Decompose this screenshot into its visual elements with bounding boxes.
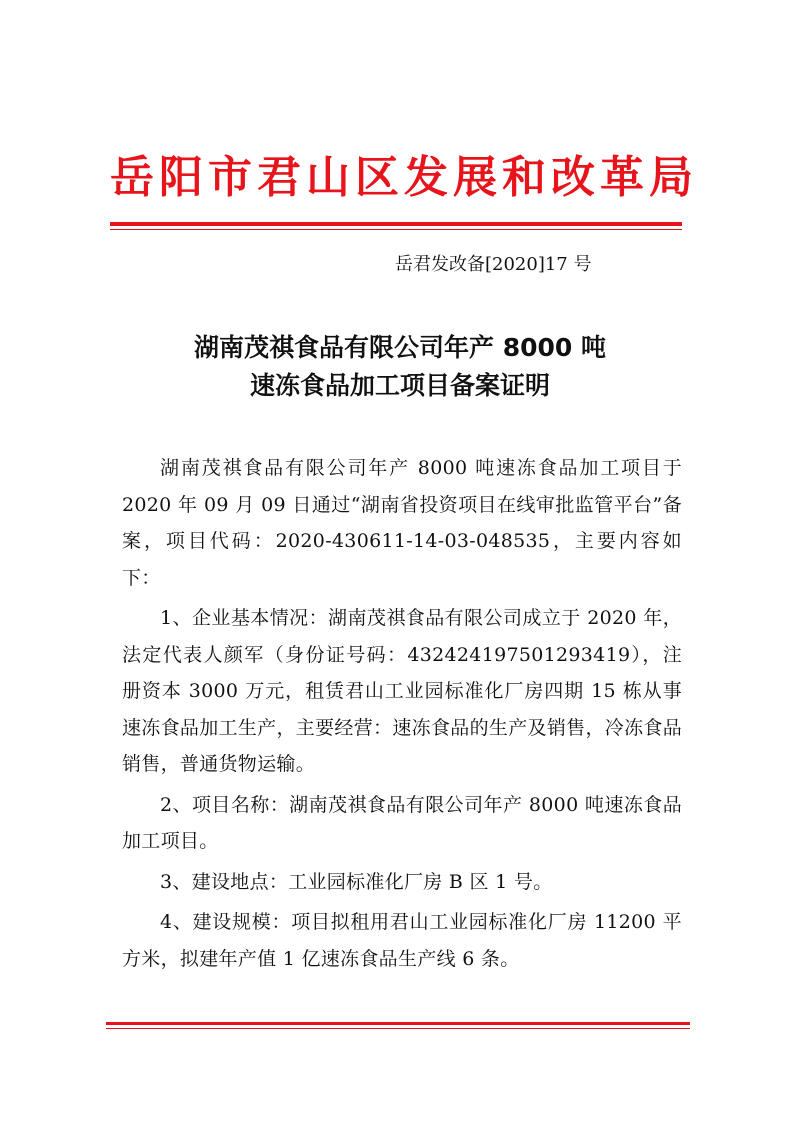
paragraph-project-name: 2、项目名称：湖南茂祺食品有限公司年产 8000 吨速冻食品加工项目。 — [122, 793, 682, 852]
paragraph-company-info: 1、企业基本情况：湖南茂祺食品有限公司成立于 2020 年，法定代表人颜军（身份证号码：432424197501293419），注册资本 3000 万元，租赁君山工业园标准化厂房四期 15 栋从事速冻食品加工生产，主要经营：速冻食品的生产及销售，冷冻食品销售，普通货物运输。 — [122, 607, 682, 775]
document-title-line-2: 速冻食品加工项目备案证明 — [249, 371, 550, 400]
document-body — [122, 450, 682, 977]
document-number: 岳君发改备[2020]17 号 — [395, 254, 592, 275]
letterhead-issuer: 岳阳市君山区发展和改革局 — [110, 152, 698, 203]
document-title-line-1: 湖南茂祺食品有限公司年产 8000 吨 — [194, 333, 606, 362]
paragraph-scale: 4、建设规模：项目拟租用君山工业园标准化厂房 11200 平方米，拟建年产值 1 亿速冻食品生产线 6 条。 — [122, 911, 682, 970]
paragraph-location: 3、建设地点：工业园标准化厂房 B 区 1 号。 — [160, 870, 553, 893]
letterhead-rule-thin — [110, 229, 682, 230]
footer-rule-thick — [106, 1022, 690, 1025]
letterhead-rule-thick — [110, 222, 682, 226]
paragraph-intro: 湖南茂祺食品有限公司年产 8000 吨速冻食品加工项目于 2020 年 09 月 09 日通过“湖南省投资项目在线审批监管平台”备案，项目代码：2020-430611-14-03-048535，主要内容如下： — [122, 457, 682, 589]
footer-rule-thin — [106, 1028, 690, 1029]
